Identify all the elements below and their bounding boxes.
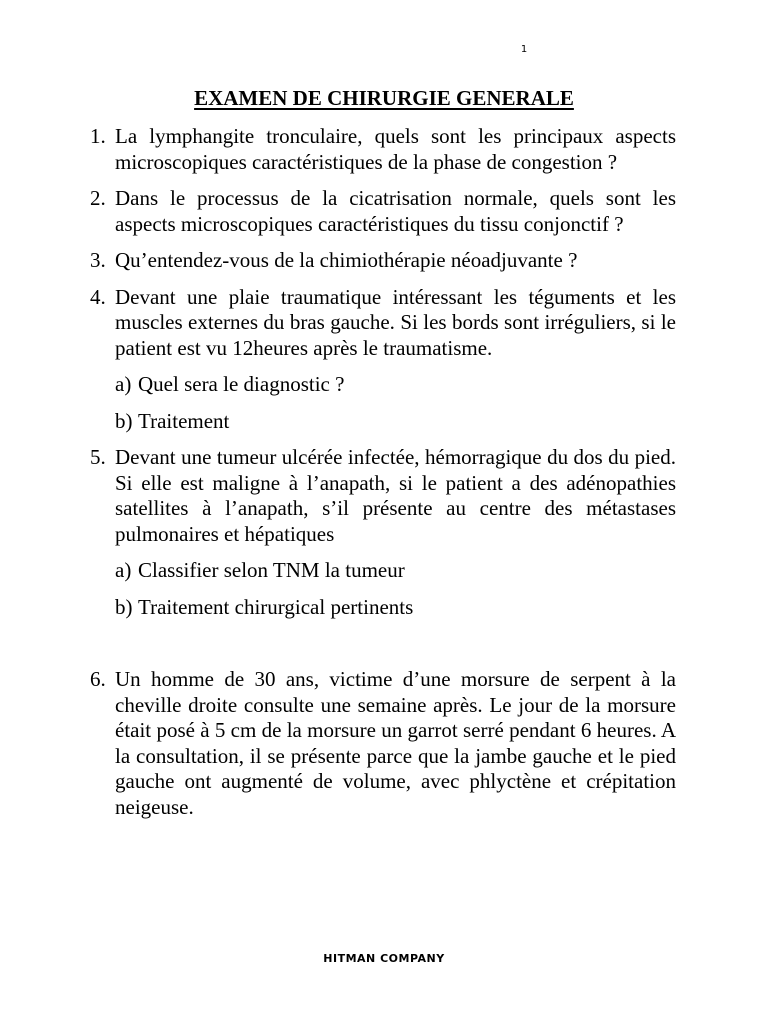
exam-title: EXAMEN DE CHIRURGIE GENERALE [194,86,574,110]
sub-question-text: Classifier selon TNM la tumeur [138,558,405,582]
question-text: Devant une plaie traumatique intéressant les téguments et les muscles externes du bras gauche. Si les bords sont irréguliers, si le patient est vu 12heures après le traumatisme. [115,284,676,360]
question-number: 2. [90,186,106,210]
question-number: 5. [90,445,106,469]
question-list [84,124,676,831]
question-text: Qu’entendez-vous de la chimiothérapie néoadjuvante ? [115,248,578,272]
sub-question-text: Traitement [138,408,230,433]
sub-question-letter: a) [115,372,132,396]
question-item [84,124,676,175]
question-text: Dans le processus de la cicatrisation normale, quels sont les aspects microscopiques caractéristiques du tissu conjonctif ? [115,186,676,236]
sub-question-text: Traitement chirurgical pertinents [138,594,414,619]
question-text: Un homme de 30 ans, victime d’une morsure de serpent à la cheville droite consulte une semaine après. Le jour de la morsure était posé à 5 cm de la morsure un garrot serré pendant 6 heures. A la consultation, il se présente parce que la jambe gauche et le pied gauche ont augmenté de volume, avec phlyctène et crépitation neigeuse. [115,667,676,819]
question-number: 1. [90,124,106,148]
question-number: 6. [90,667,106,691]
sub-question-item [84,409,676,435]
question-text: Devant une tumeur ulcérée infectée, hémorragique du dos du pied. Si elle est maligne à l’anapath, si le patient a des adénopathies satellites à l’anapath, s’il présente au centre des métastases pulmonaires et hépatiques [115,445,676,546]
question-item [84,248,676,274]
question-item [84,285,676,362]
sub-question-text: Quel sera le diagnostic ? [138,372,345,396]
sub-question-letter: b) [115,408,133,433]
spacer [84,631,676,667]
footer-company: HITMAN COMPANY [323,952,445,965]
question-item [84,186,676,237]
sub-question-letter: a) [115,558,132,582]
page-number: 1 [520,44,528,55]
question-number: 4. [90,284,106,309]
question-text: La lymphangite tronculaire, quels sont les principaux aspects microscopiques caractéristiques de la phase de congestion ? [115,124,676,174]
question-item [84,667,676,820]
question-number: 3. [90,248,106,272]
sub-question-item [84,372,676,398]
question-item [84,445,676,547]
sub-question-item [84,558,676,584]
sub-question-letter: b) [115,594,133,619]
sub-question-item [84,595,676,621]
